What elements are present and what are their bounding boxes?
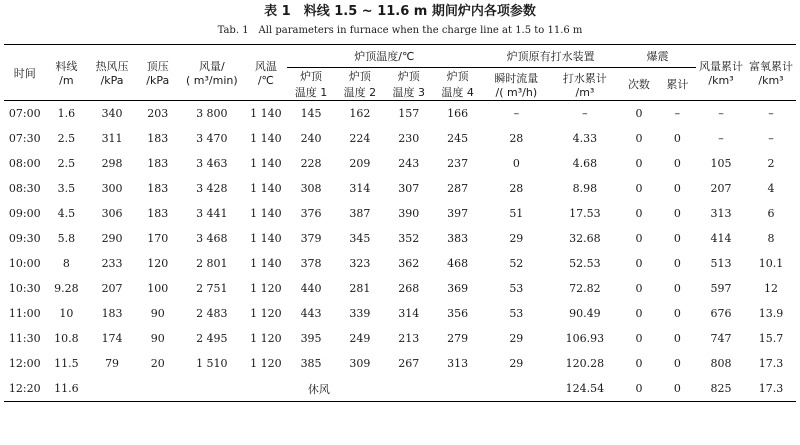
- cell-spray-cumulative: 106.93: [565, 332, 605, 345]
- cell-top-temp-3: 243: [398, 157, 420, 170]
- cell-charge-line: 1.6: [57, 107, 76, 120]
- cell-oxygen-cumulative: 4: [767, 182, 775, 195]
- cell-blast-volume: 3 428: [196, 182, 228, 195]
- cell-top-temp-3: 267: [398, 357, 420, 370]
- cell-time: 09:30: [8, 232, 41, 245]
- cell-blast-volume: 1 510: [196, 357, 228, 370]
- cell-air-cumulative: 597: [710, 282, 732, 295]
- cell-hot-blast-pressure: 300: [101, 182, 123, 195]
- cell-charge-line: 5.8: [57, 232, 76, 245]
- table-row: [4, 301, 796, 326]
- cell-top-temp-2: 209: [349, 157, 371, 170]
- cell-top-pressure: 90: [150, 332, 165, 345]
- cell-oxygen-cumulative: 2: [767, 157, 775, 170]
- cell-spray-cumulative: 90.49: [569, 307, 601, 320]
- cell-top-temp-2: 249: [349, 332, 371, 345]
- cell-top-temp-2: 281: [349, 282, 371, 295]
- cell-top-temp-2: 387: [349, 207, 371, 220]
- cell-explosion-count: 0: [635, 257, 643, 270]
- header-top-temp-3: 炉顶 温度 3: [384, 68, 433, 101]
- table-row: [4, 351, 796, 376]
- header-explosion-group: 爆震: [619, 45, 696, 68]
- cell-explosion-cumulative: 0: [673, 257, 681, 270]
- cell-time: 08:00: [8, 157, 41, 170]
- cell-hot-blast-pressure: 79: [105, 357, 120, 370]
- cell-explosion-count: 0: [635, 132, 643, 145]
- header-top-temp-4: 炉顶 温度 4: [433, 68, 482, 101]
- cell-top-pressure: 183: [147, 157, 169, 170]
- table-row: [4, 151, 796, 176]
- table-row: [4, 326, 796, 351]
- cell-hot-blast-pressure: 183: [101, 307, 123, 320]
- cell-explosion-cumulative: 0: [673, 282, 681, 295]
- table-title-cn: 表 1 料线 1.5 ~ 11.6 m 期间炉内各项参数: [264, 4, 536, 19]
- cell-oxygen-cumulative: –: [768, 132, 774, 145]
- cell-explosion-count: 0: [635, 207, 643, 220]
- cell-blast-temp: 1 120: [250, 282, 282, 295]
- cell-time: 10:30: [8, 282, 41, 295]
- cell-blast-temp: 1 140: [250, 182, 282, 195]
- cell-spray-cumulative: 4.68: [572, 157, 598, 170]
- table-body: [4, 101, 796, 402]
- cell-time: 10:00: [8, 257, 41, 270]
- cell-oxygen-cumulative: 17.3: [746, 376, 796, 402]
- table-row: [4, 251, 796, 276]
- header-top-temp-2: 炉顶 温度 2: [335, 68, 384, 101]
- cell-charge-line: 9.28: [54, 282, 79, 295]
- cell-top-temp-1: 376: [300, 207, 322, 220]
- cell-hot-blast-pressure: 311: [101, 132, 123, 145]
- cell-charge-line: 11.6: [46, 376, 88, 402]
- header-time: 时间: [4, 45, 46, 101]
- header-blast-volume: 风量/ ( m³/min): [179, 45, 246, 101]
- cell-explosion-cumulative: 0: [673, 232, 681, 245]
- cell-explosion-count: 0: [635, 282, 643, 295]
- cell-oxygen-cumulative: 15.7: [758, 332, 784, 345]
- header-blast-temp: 风温 /℃: [245, 45, 287, 101]
- cell-top-temp-1: 228: [300, 157, 322, 170]
- cell-blast-temp: 1 140: [250, 257, 282, 270]
- cell-note: 休风: [87, 376, 550, 402]
- header-explosion-count: 次数: [619, 68, 658, 101]
- cell-blast-temp: 1 120: [250, 357, 282, 370]
- table-row: [4, 226, 796, 251]
- cell-top-temp-1: 385: [300, 357, 322, 370]
- header-charge-line: 料线 /m: [46, 45, 88, 101]
- cell-top-temp-4: 279: [447, 332, 469, 345]
- cell-blast-temp: 1 140: [250, 132, 282, 145]
- cell-top-temp-2: 162: [349, 107, 371, 120]
- cell-air-cumulative: 513: [710, 257, 732, 270]
- cell-top-temp-4: 237: [447, 157, 469, 170]
- cell-explosion-cumulative: 0: [673, 182, 681, 195]
- cell-air-cumulative: 825: [696, 376, 746, 402]
- cell-spray-cumulative: –: [582, 107, 588, 120]
- cell-explosion-cumulative: 0: [673, 332, 681, 345]
- cell-air-cumulative: 105: [710, 157, 732, 170]
- cell-spray-flow: 29: [509, 232, 524, 245]
- cell-top-temp-2: 224: [349, 132, 371, 145]
- cell-top-pressure: 120: [147, 257, 169, 270]
- cell-time: 11:30: [8, 332, 41, 345]
- cell-top-temp-2: 339: [349, 307, 371, 320]
- cell-top-temp-3: 268: [398, 282, 420, 295]
- cell-air-cumulative: 747: [710, 332, 732, 345]
- cell-hot-blast-pressure: 290: [101, 232, 123, 245]
- cell-spray-flow: 52: [509, 257, 524, 270]
- header-top-temp-group: 炉顶温度/℃: [287, 45, 482, 68]
- cell-air-cumulative: 414: [710, 232, 732, 245]
- header-top-temp-1: 炉顶 温度 1: [287, 68, 336, 101]
- cell-hot-blast-pressure: 174: [101, 332, 123, 345]
- cell-hot-blast-pressure: 298: [101, 157, 123, 170]
- header-air-cumulative: 风量累计 /km³: [696, 45, 746, 101]
- cell-top-temp-3: 157: [398, 107, 420, 120]
- cell-oxygen-cumulative: 17.3: [758, 357, 784, 370]
- header-hot-blast-pressure: 热风压 /kPa: [87, 45, 137, 101]
- cell-explosion-count: 0: [635, 232, 643, 245]
- cell-blast-temp: 1 140: [250, 107, 282, 120]
- cell-explosion-count: 0: [635, 357, 643, 370]
- cell-explosion-count: 0: [635, 332, 643, 345]
- cell-explosion-count: 0: [619, 376, 658, 402]
- cell-spray-flow: 28: [509, 132, 524, 145]
- cell-spray-flow: 53: [509, 307, 524, 320]
- table-row: [4, 176, 796, 201]
- table-row: [4, 126, 796, 151]
- cell-top-temp-1: 395: [300, 332, 322, 345]
- cell-blast-temp: 1 140: [250, 232, 282, 245]
- header-spray-cumulative: 打水累计 /m³: [551, 68, 620, 101]
- parameters-table: [4, 44, 796, 402]
- cell-top-temp-1: 379: [300, 232, 322, 245]
- cell-top-temp-3: 314: [398, 307, 420, 320]
- cell-top-temp-3: 362: [398, 257, 420, 270]
- cell-explosion-cumulative: 0: [673, 157, 681, 170]
- cell-spray-flow: 53: [509, 282, 524, 295]
- cell-oxygen-cumulative: 13.9: [758, 307, 784, 320]
- table-row: [4, 276, 796, 301]
- cell-spray-cumulative: 120.28: [565, 357, 605, 370]
- cell-top-temp-1: 240: [300, 132, 322, 145]
- cell-top-temp-3: 352: [398, 232, 420, 245]
- cell-top-temp-3: 213: [398, 332, 420, 345]
- cell-spray-cumulative: 52.53: [569, 257, 601, 270]
- cell-top-temp-3: 307: [398, 182, 420, 195]
- cell-time: 11:00: [8, 307, 41, 320]
- cell-top-temp-3: 390: [398, 207, 420, 220]
- cell-spray-cumulative: 124.54: [551, 376, 620, 402]
- cell-spray-flow: 0: [512, 157, 520, 170]
- cell-top-temp-4: 468: [447, 257, 469, 270]
- cell-blast-temp: 1 120: [250, 307, 282, 320]
- cell-air-cumulative: 207: [710, 182, 732, 195]
- cell-blast-volume: 3 800: [196, 107, 228, 120]
- table-title-en: Tab. 1 All parameters in furnace when the charge line at 1.5 to 11.6 m: [217, 25, 583, 36]
- header-spray-flow: 瞬时流量 /( m³/h): [482, 68, 551, 101]
- cell-top-pressure: 183: [147, 207, 169, 220]
- cell-spray-flow: 29: [509, 357, 524, 370]
- cell-blast-volume: 2 483: [196, 307, 228, 320]
- cell-top-temp-4: 397: [447, 207, 469, 220]
- header-top-pressure: 顶压 /kPa: [137, 45, 179, 101]
- cell-blast-volume: 2 801: [196, 257, 228, 270]
- cell-spray-flow: 51: [509, 207, 524, 220]
- cell-top-temp-4: 383: [447, 232, 469, 245]
- cell-air-cumulative: 676: [710, 307, 732, 320]
- cell-oxygen-cumulative: 12: [763, 282, 778, 295]
- cell-blast-volume: 3 468: [196, 232, 228, 245]
- cell-blast-volume: 2 495: [196, 332, 228, 345]
- cell-explosion-cumulative: 0: [673, 307, 681, 320]
- cell-hot-blast-pressure: 340: [101, 107, 123, 120]
- cell-charge-line: 4.5: [57, 207, 76, 220]
- cell-hot-blast-pressure: 233: [101, 257, 123, 270]
- cell-time: 12:20: [4, 376, 46, 402]
- cell-explosion-cumulative: –: [674, 107, 681, 120]
- cell-top-pressure: 90: [150, 307, 165, 320]
- cell-top-temp-1: 443: [300, 307, 322, 320]
- cell-charge-line: 10.8: [54, 332, 79, 345]
- cell-top-temp-4: 313: [447, 357, 469, 370]
- cell-time: 12:00: [8, 357, 41, 370]
- cell-charge-line: 10: [59, 307, 74, 320]
- cell-spray-flow: 29: [509, 332, 524, 345]
- cell-top-pressure: 20: [150, 357, 165, 370]
- cell-time: 07:00: [8, 107, 41, 120]
- cell-blast-volume: 3 441: [196, 207, 228, 220]
- cell-top-temp-2: 345: [349, 232, 371, 245]
- cell-top-temp-2: 323: [349, 257, 371, 270]
- header-spray-group: 炉顶原有打水装置: [482, 45, 619, 68]
- cell-spray-flow: –: [513, 107, 520, 120]
- cell-top-temp-4: 287: [447, 182, 469, 195]
- cell-hot-blast-pressure: 207: [101, 282, 123, 295]
- cell-charge-line: 2.5: [57, 132, 76, 145]
- cell-top-temp-2: 314: [349, 182, 371, 195]
- cell-hot-blast-pressure: 306: [101, 207, 123, 220]
- cell-top-pressure: 183: [147, 132, 169, 145]
- cell-top-pressure: 183: [147, 182, 169, 195]
- cell-air-cumulative: 313: [710, 207, 732, 220]
- cell-charge-line: 8: [62, 257, 70, 270]
- cell-blast-temp: 1 120: [250, 332, 282, 345]
- header-oxygen-cumulative: 富氧累计 /km³: [746, 45, 796, 101]
- cell-time: 09:00: [8, 207, 41, 220]
- cell-charge-line: 3.5: [57, 182, 76, 195]
- cell-oxygen-cumulative: 6: [767, 207, 775, 220]
- cell-blast-volume: 3 470: [196, 132, 228, 145]
- cell-blast-temp: 1 140: [250, 157, 282, 170]
- cell-explosion-count: 0: [635, 182, 643, 195]
- cell-top-temp-4: 369: [447, 282, 469, 295]
- cell-explosion-cumulative: 0: [673, 357, 681, 370]
- cell-top-temp-1: 440: [300, 282, 322, 295]
- cell-explosion-cumulative: 0: [659, 376, 696, 402]
- cell-spray-cumulative: 4.33: [572, 132, 598, 145]
- header-explosion-cumulative: 累计: [659, 68, 696, 101]
- cell-charge-line: 2.5: [57, 157, 76, 170]
- cell-air-cumulative: 808: [710, 357, 732, 370]
- cell-top-temp-1: 145: [300, 107, 322, 120]
- table-row-last: [4, 376, 796, 402]
- cell-time: 08:30: [8, 182, 41, 195]
- cell-air-cumulative: –: [718, 107, 724, 120]
- cell-oxygen-cumulative: –: [768, 107, 774, 120]
- cell-spray-cumulative: 8.98: [572, 182, 598, 195]
- table-row: [4, 101, 796, 127]
- cell-explosion-cumulative: 0: [673, 132, 681, 145]
- cell-oxygen-cumulative: 10.1: [758, 257, 784, 270]
- cell-top-temp-4: 166: [447, 107, 469, 120]
- cell-top-temp-1: 308: [300, 182, 322, 195]
- cell-air-cumulative: –: [718, 132, 724, 145]
- cell-top-pressure: 170: [147, 232, 169, 245]
- cell-blast-temp: 1 140: [250, 207, 282, 220]
- cell-top-temp-3: 230: [398, 132, 420, 145]
- cell-explosion-cumulative: 0: [673, 207, 681, 220]
- cell-explosion-count: 0: [635, 157, 643, 170]
- cell-spray-flow: 28: [509, 182, 524, 195]
- table-row: [4, 201, 796, 226]
- cell-top-pressure: 203: [147, 107, 169, 120]
- cell-explosion-count: 0: [635, 107, 643, 120]
- cell-oxygen-cumulative: 8: [767, 232, 775, 245]
- cell-time: 07:30: [8, 132, 41, 145]
- cell-spray-cumulative: 17.53: [569, 207, 601, 220]
- cell-charge-line: 11.5: [54, 357, 79, 370]
- cell-top-temp-2: 309: [349, 357, 371, 370]
- cell-top-temp-4: 356: [447, 307, 469, 320]
- cell-explosion-count: 0: [635, 307, 643, 320]
- cell-top-temp-4: 245: [447, 132, 469, 145]
- cell-top-temp-1: 378: [300, 257, 322, 270]
- cell-spray-cumulative: 72.82: [569, 282, 601, 295]
- cell-top-pressure: 100: [147, 282, 169, 295]
- cell-spray-cumulative: 32.68: [569, 232, 601, 245]
- cell-blast-volume: 3 463: [196, 157, 228, 170]
- cell-blast-volume: 2 751: [196, 282, 228, 295]
